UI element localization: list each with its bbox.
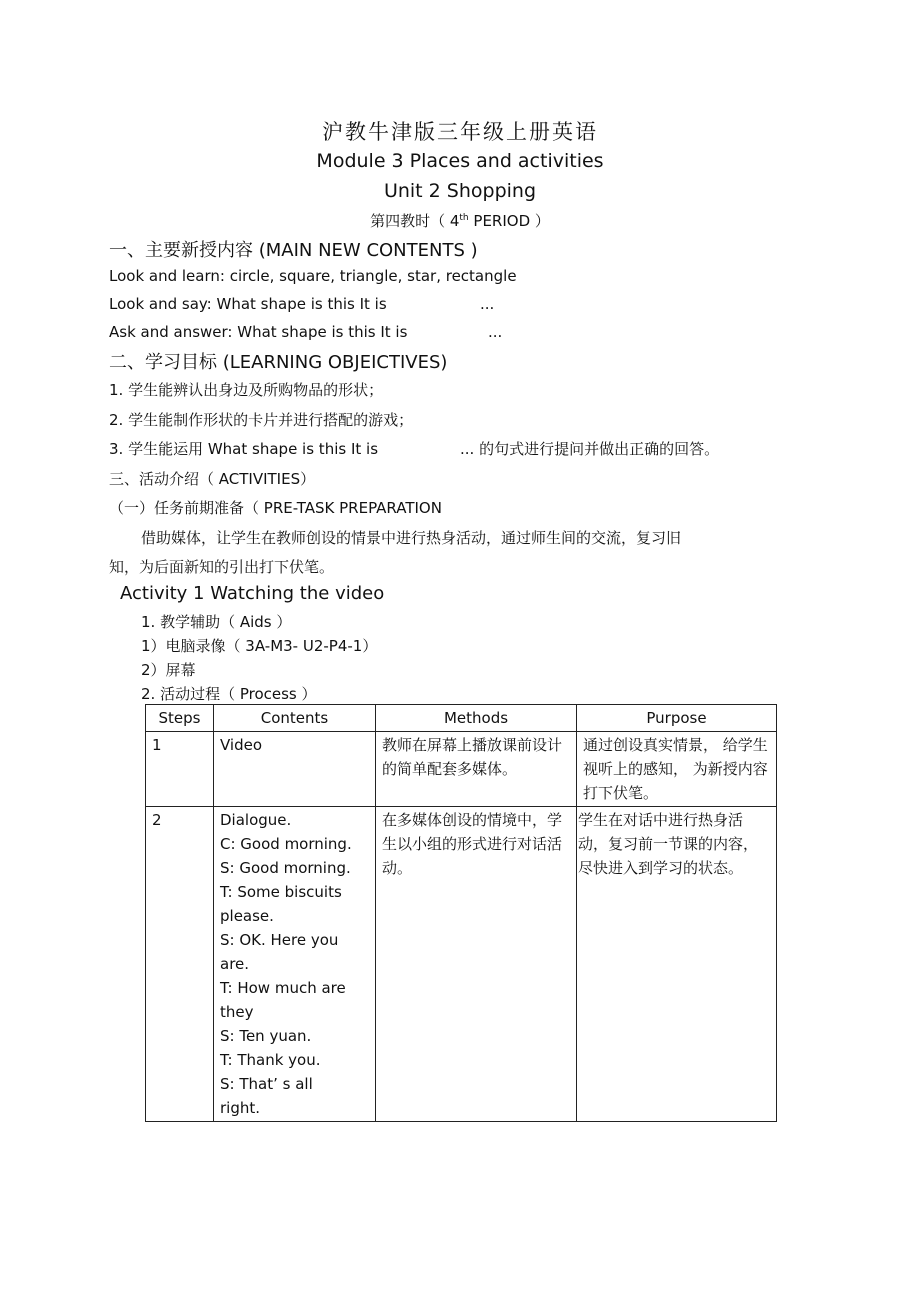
dialogue-line: S: That’ s all bbox=[220, 1075, 313, 1093]
aids-item-2: 2）屏幕 bbox=[141, 661, 196, 679]
dialogue-line: are. bbox=[220, 955, 250, 973]
dialogue-line: they bbox=[220, 1003, 254, 1021]
subsection-1-heading: （一）任务前期准备（ PRE-TASK PREPARATION bbox=[109, 499, 442, 517]
dialogue-line: T: Thank you. bbox=[220, 1051, 321, 1069]
content-line-3-ellipsis: ... bbox=[488, 323, 503, 341]
dialogue-line: please. bbox=[220, 907, 274, 925]
row1-content: Video bbox=[214, 732, 376, 807]
activity-title: Activity 1 Watching the video bbox=[120, 583, 385, 604]
unit-title: Unit 2 Shopping bbox=[383, 180, 537, 202]
paragraph-line-1: 借助媒体，让学生在教师创设的情景中进行热身活动，通过师生间的交流，复习旧 bbox=[141, 529, 682, 547]
content-line-2: Look and say: What shape is this It is bbox=[109, 295, 387, 313]
table-header-row bbox=[146, 705, 777, 732]
paragraph-line-2: 知，为后面新知的引出打下伏笔。 bbox=[109, 558, 335, 576]
row2-content bbox=[214, 807, 376, 1122]
header-steps: Steps bbox=[146, 705, 214, 732]
process-table bbox=[145, 704, 777, 1122]
header-contents: Contents bbox=[214, 705, 376, 732]
period-prefix: 第四教时（ 4 bbox=[370, 212, 460, 230]
period-title bbox=[0, 210, 920, 231]
section-1-heading: 一、主要新授内容 (MAIN NEW CONTENTS ) bbox=[109, 240, 478, 261]
module-title: Module 3 Places and activities bbox=[316, 150, 604, 172]
section-2-heading: 二、学习目标 (LEARNING OBJEICTIVES) bbox=[109, 352, 448, 373]
process-heading: 2. 活动过程（ Process ） bbox=[141, 685, 317, 703]
objective-3: 3. 学生能运用 What shape is this It is bbox=[109, 440, 379, 458]
period-suffix: PERIOD ） bbox=[468, 212, 550, 230]
content-line-3: Ask and answer: What shape is this It is bbox=[109, 323, 408, 341]
objective-3-tail: ... 的句式进行提问并做出正确的回答。 bbox=[460, 440, 720, 458]
doc-title: 沪教牛津版三年级上册英语 bbox=[322, 120, 598, 144]
row1-purpose: 通过创设真实情景， 给学生视听上的感知， 为新授内容打下伏笔。 bbox=[577, 732, 777, 807]
aids-heading: 1. 教学辅助（ Aids ） bbox=[141, 613, 292, 631]
dialogue-line: S: Good morning. bbox=[220, 859, 351, 877]
dialogue-line: T: How much are bbox=[220, 979, 346, 997]
content-line-2-ellipsis: ... bbox=[480, 295, 495, 313]
objective-2: 2. 学生能制作形状的卡片并进行搭配的游戏； bbox=[109, 411, 414, 429]
objective-1: 1. 学生能辨认出身边及所购物品的形状； bbox=[109, 381, 384, 399]
dialogue-line: C: Good morning. bbox=[220, 835, 352, 853]
section-3-heading: 三、活动介绍（ ACTIVITIES） bbox=[109, 470, 316, 488]
content-line-1: Look and learn: circle, square, triangle, star, rectangle bbox=[109, 267, 517, 285]
header-methods: Methods bbox=[376, 705, 577, 732]
row1-step: 1 bbox=[146, 732, 214, 807]
period-sup: th bbox=[459, 213, 469, 223]
table-row bbox=[146, 732, 777, 807]
table-row bbox=[146, 807, 777, 1122]
header-purpose: Purpose bbox=[577, 705, 777, 732]
dialogue-line: S: OK. Here you bbox=[220, 931, 339, 949]
dialogue-line: T: Some biscuits bbox=[220, 883, 342, 901]
row2-purpose: 学生在对话中进行热身活动，复习前一节课的内容，尽快进入到学习的状态。 bbox=[577, 807, 777, 1122]
dialogue-line: S: Ten yuan. bbox=[220, 1027, 312, 1045]
aids-item-1: 1）电脑录像（ 3A-M3- U2-P4-1） bbox=[141, 637, 378, 655]
dialogue-line: right. bbox=[220, 1099, 261, 1117]
row2-method: 在多媒体创设的情境中，学生以小组的形式进行对话活动。 bbox=[376, 807, 577, 1122]
dialogue-line: Dialogue. bbox=[220, 811, 292, 829]
row2-step: 2 bbox=[146, 807, 214, 1122]
row1-method: 教师在屏幕上播放课前设计的简单配套多媒体。 bbox=[376, 732, 577, 807]
